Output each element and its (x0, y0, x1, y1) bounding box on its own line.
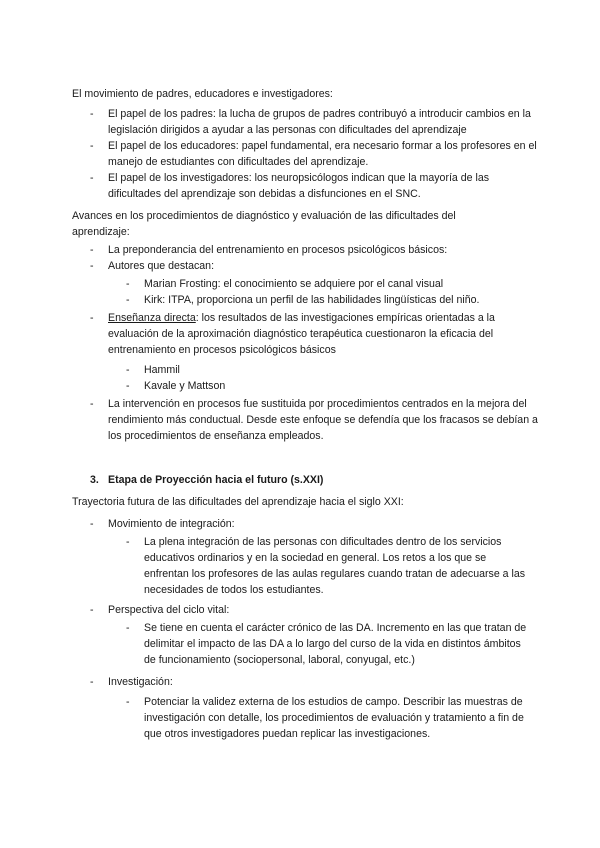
ciclo-item (90, 602, 538, 618)
list-item: - Potenciar la validez externa de los estudios de campo. Describir las muestras de investigación con detalle, los procedimientos de evaluación y tratamiento a fin de que otros investigadores puedan replicar las investigaciones. (126, 696, 524, 740)
list-item: - Autores que destacan: (90, 260, 215, 272)
section1-list (90, 106, 538, 202)
section2-list-c (90, 396, 538, 444)
integracion-item (90, 516, 538, 532)
list-item: - Movimiento de integración: (90, 518, 235, 530)
list-item: - El papel de los investigadores: los neuropsicólogos indican que la mayoría de las dificultades del aprendizaje son debidas a disfunciones en el SNC. (90, 172, 490, 200)
section2-intro: Avances en los procedimientos de diagnóstico y evaluación de las dificultades del aprendizaje: (72, 210, 456, 238)
list-item: - Perspectiva del ciclo vital: (90, 604, 230, 616)
ensenanza-autores-list (126, 362, 528, 394)
section2-list-a (90, 242, 538, 274)
list-item: - Kavale y Mattson (126, 380, 226, 392)
ciclo-sublist (126, 620, 528, 668)
autores-list (126, 276, 528, 308)
list-item: - Enseñanza directa: los resultados de las investigaciones empíricas orientadas a la evaluación de la aproximación diagnóstico terapéutica cuestionaron la eficacia del entrenamiento en procesos psicológicos básicos (90, 312, 495, 356)
section2-list-b (90, 310, 538, 358)
investigacion-item (90, 674, 538, 690)
list-item: - El papel de los educadores: papel fundamental, era necesario formar a los profesores en el manejo de estudiantes con dificultades del aprendizaje. (90, 140, 537, 168)
list-item: - Investigación: (90, 676, 173, 688)
section3-heading: 3. Etapa de Proyección hacia el futuro (s.XXI) (90, 474, 324, 486)
integracion-sublist (126, 534, 528, 598)
list-item: - Hammil (126, 364, 180, 376)
list-item: - El papel de los padres: la lucha de grupos de padres contribuyó a introducir cambios en la legislación dirigidos a ayudar a las personas con dificultades del aprendizaje (90, 108, 531, 136)
list-item: - La intervención en procesos fue sustituida por procedimientos centrados en la mejora del rendimiento más conductual. Desde este enfoque se defendía que los fracasos se debían a los procedimientos de enseñanza empleados. (90, 398, 538, 442)
investigacion-sublist (126, 694, 528, 742)
section1-intro: El movimiento de padres, educadores e investigadores: (72, 88, 333, 100)
list-item: - Kirk: ITPA, proporciona un perfil de las habilidades lingüísticas del niño. (126, 294, 480, 306)
list-item: - La plena integración de las personas con dificultades dentro de los servicios educativos ordinarios y en la sociedad en general. Los retos a los que se enfrentan los profesores de las aulas regulares cuando tratan de adecuarse a las necesidades de todos los estudiantes. (126, 536, 526, 596)
ensenanza-directa-label: Enseñanza directa (108, 312, 196, 324)
section3-intro: Trayectoria futura de las dificultades del aprendizaje hacia el siglo XXI: (72, 496, 404, 508)
list-item: - La preponderancia del entrenamiento en procesos psicológicos básicos: (90, 244, 448, 256)
list-item: - Se tiene en cuenta el carácter crónico de las DA. Incremento en las que tratan de delimitar el impacto de las DA a lo largo del curso de la vida en distintos ámbitos de funcionamiento (sociopersonal, laboral, conyugal, etc.) (126, 622, 527, 666)
list-item: - Marian Frosting: el conocimiento se adquiere por el canal visual (126, 278, 444, 290)
